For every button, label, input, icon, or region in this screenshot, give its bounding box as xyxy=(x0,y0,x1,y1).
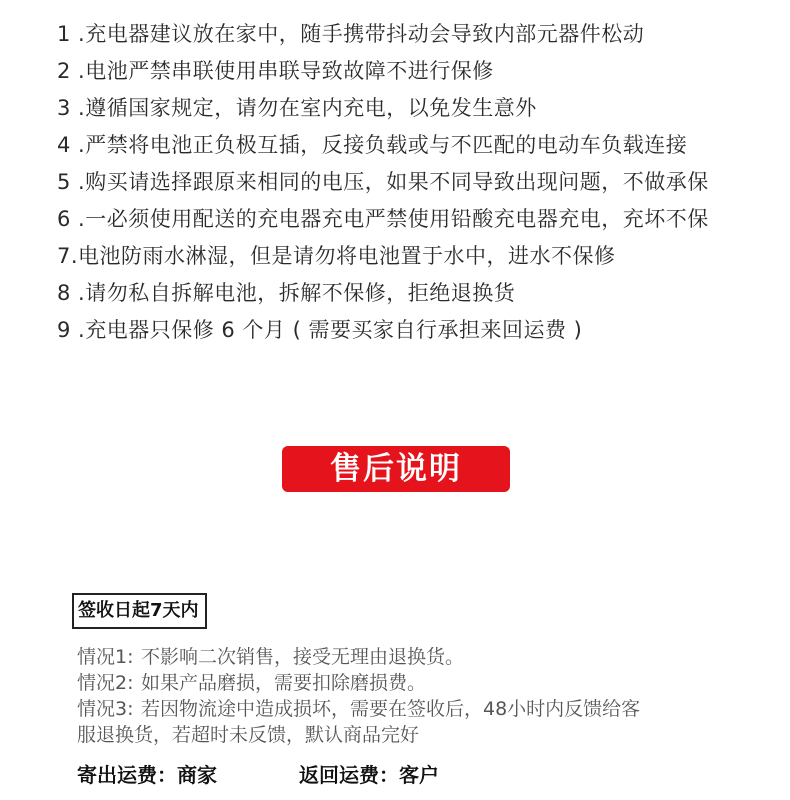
note-item: 3 .遵循国家规定，请勿在室内充电，以免发生意外 xyxy=(57,96,537,120)
situation-item xyxy=(77,696,777,722)
note-item: 4 .严禁将电池正负极互插，反接负载或与不匹配的电动车负载连接 xyxy=(57,133,688,157)
policy-heading: 签收日起7天内 xyxy=(72,593,207,629)
situation-text: 不影响二次销售，接受无理由退换货。 xyxy=(141,646,465,668)
send-shipping-fee: 寄出运费：商家 xyxy=(77,763,217,787)
note-item: 9 .充电器只保修 6 个月 ( 需要买家自行承担来回运费 ) xyxy=(57,318,583,342)
situation-label: 情况1: xyxy=(77,646,134,668)
note-item: 7.电池防雨水淋湿，但是请勿将电池置于水中，进水不保修 xyxy=(57,244,616,268)
notes-list xyxy=(57,16,777,349)
situation-item xyxy=(77,644,777,670)
return-shipping-fee: 返回运费：客户 xyxy=(299,763,439,787)
after-sales-banner: 售后说明 xyxy=(282,446,510,492)
situation-continuation: 服退换货，若超时未反馈，默认商品完好 xyxy=(77,724,420,746)
situation-text: 若因物流途中造成损坏，需要在签收后，48小时内反馈给客 xyxy=(141,698,641,720)
situation-item xyxy=(77,670,777,696)
note-item: 1 .充电器建议放在家中，随手携带抖动会导致内部元器件松动 xyxy=(57,22,645,46)
shipping-info xyxy=(77,760,439,790)
note-item: 2 .电池严禁串联使用串联导致故障不进行保修 xyxy=(57,59,494,83)
situation-text: 如果产品磨损，需要扣除磨损费。 xyxy=(141,672,427,694)
situation-label: 情况3: xyxy=(77,698,134,720)
note-item: 5 .购买请选择跟原来相同的电压，如果不同导致出现问题，不做承保 xyxy=(57,170,709,194)
situations-list xyxy=(77,644,777,748)
note-item: 8 .请勿私自拆解电池，拆解不保修，拒绝退换货 xyxy=(57,281,516,305)
situation-label: 情况2: xyxy=(77,672,134,694)
note-item: 6 .一必须使用配送的充电器充电严禁使用铅酸充电器充电，充坏不保 xyxy=(57,207,709,231)
